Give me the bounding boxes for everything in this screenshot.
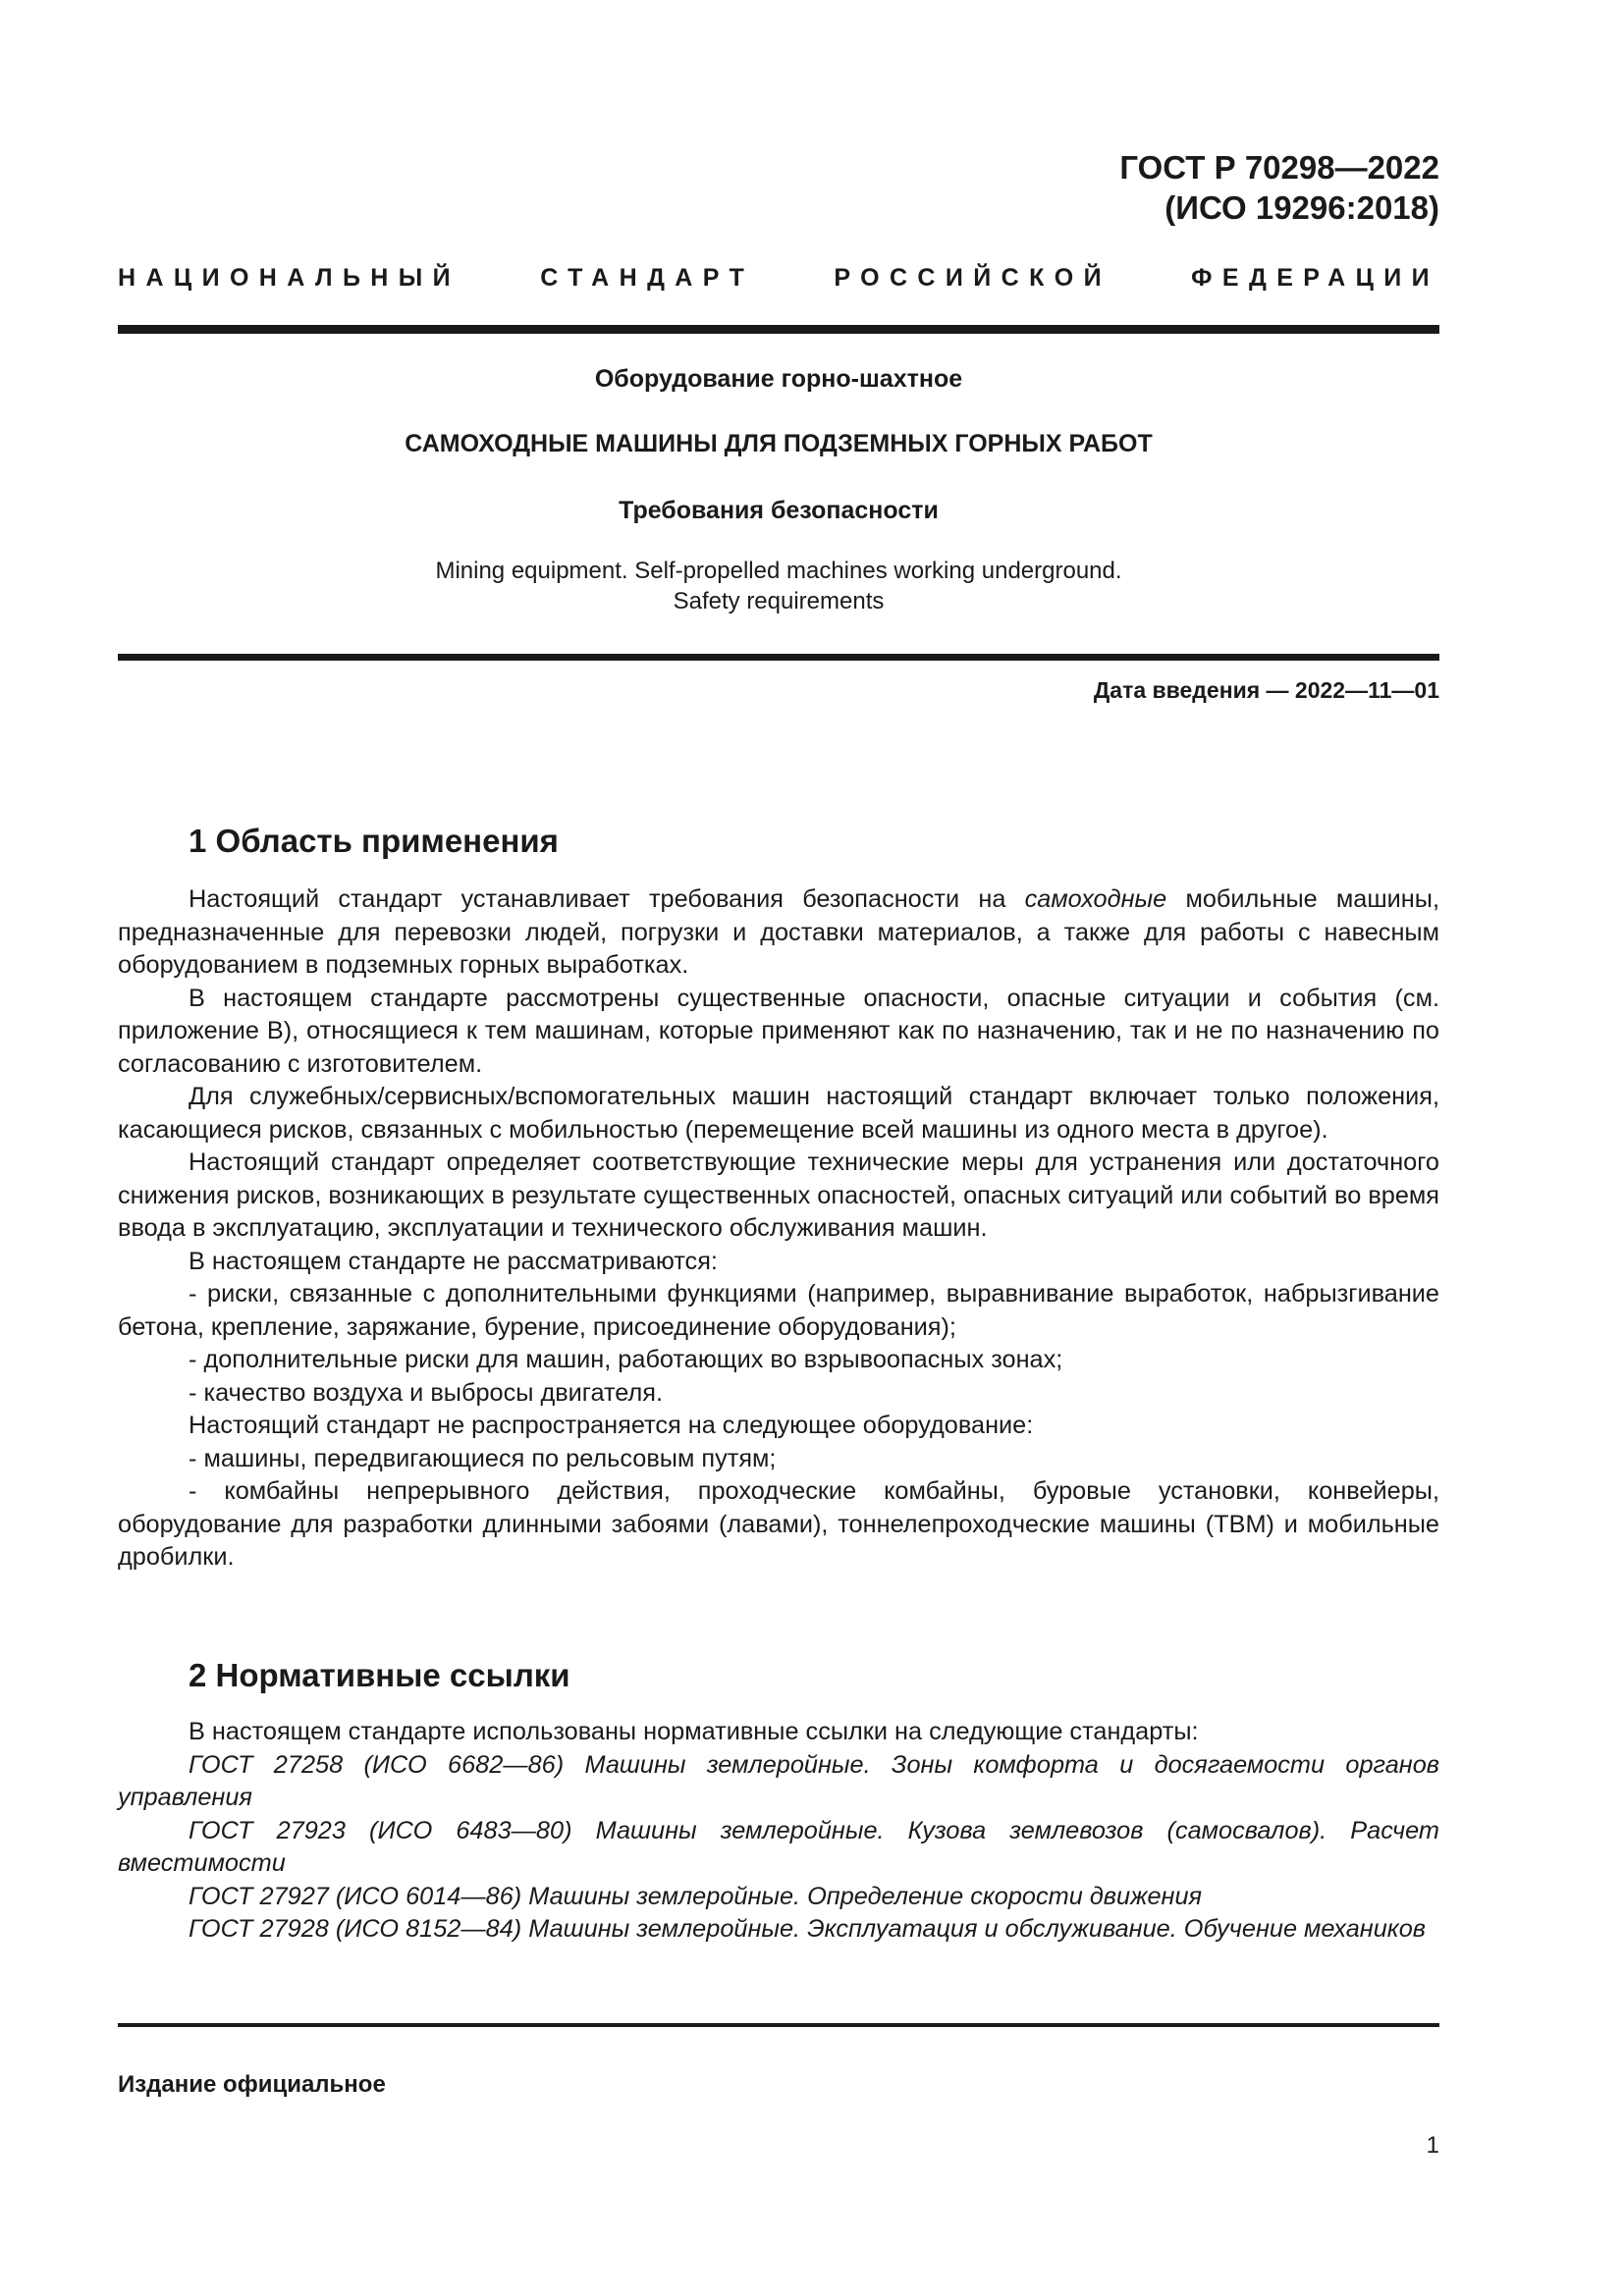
national-standard-title: НАЦИОНАЛЬНЫЙ СТАНДАРТ РОССИЙСКОЙ ФЕДЕРАЦИИ <box>118 264 1439 292</box>
sub-title: Требования безопасности <box>619 497 939 524</box>
main-title: САМОХОДНЫЕ МАШИНЫ ДЛЯ ПОДЗЕМНЫХ ГОРНЫХ РАБОТ <box>405 430 1153 457</box>
section-1-heading: 1 Область применения <box>189 823 559 859</box>
english-title <box>118 556 1439 616</box>
list-item: - качество воздуха и выбросы двигателя. <box>189 1378 663 1407</box>
document-page <box>118 0 1439 2296</box>
list-item: - комбайны непрерывного действия, проходческие комбайны, буровые установки, конвейеры, оборудование для разработки длинными забоями (лавами), тоннелепроходческие машины (ТВМ) и мобильные дробилки. <box>118 1477 1439 1571</box>
list-item: - дополнительные риски для машин, работающих во взрывоопасных зонах; <box>189 1346 1063 1373</box>
section-1-paragraph-2: В настоящем стандарте рассмотрены существенные опасности, опасные ситуации и события (см. приложение В), относящиеся к тем машинам, которые применяют как по назначению, так и не по назначению по согласованию с изготовителем. <box>118 984 1439 1078</box>
section-1-paragraph-5: В настоящем стандарте не рассматриваются: <box>189 1247 718 1275</box>
title-divider <box>118 654 1439 661</box>
section-2-heading: 2 Нормативные ссылки <box>189 1657 570 1693</box>
official-edition-label: Издание официальное <box>118 2071 386 2098</box>
reference-item: ГОСТ 27258 (ИСО 6682—86) Машины землеройные. Зоны комфорта и досягаемости органов управления <box>118 1750 1439 1811</box>
iso-number: (ИСО 19296:2018) <box>1164 189 1439 226</box>
section-1-paragraph-6: Настоящий стандарт не распространяется на следующее оборудование: <box>189 1412 1034 1439</box>
standard-number-block <box>1119 147 1439 228</box>
section-1-paragraph-1: Настоящий стандарт устанавливает требования безопасности на самоходные мобильные машины, предназначенные для перевозки людей, погрузки и доставки материалов, а также для работы с навесным оборудованием в подземных горных выработках. <box>118 885 1439 979</box>
english-title-line-2: Safety requirements <box>673 588 885 614</box>
list-item: - машины, передвигающиеся по рельсовым путям; <box>189 1444 777 1472</box>
section-1-paragraph-3: Для служебных/сервисных/вспомогательных машин настоящий стандарт включает только положения, касающиеся рисков, связанных с мобильностью (перемещение всей машины из одного места в другое). <box>118 1083 1439 1144</box>
section-1-body <box>118 883 1439 1575</box>
header-divider <box>118 325 1439 334</box>
introduction-date: Дата введения — 2022—11—01 <box>1093 677 1439 703</box>
equipment-group-title: Оборудование горно-шахтное <box>594 365 963 393</box>
list-item: - риски, связанные с дополнительными функциями (например, выравнивание выработок, набрызгивание бетона, крепление, заряжание, бурение, присоединение оборудования); <box>118 1280 1439 1341</box>
section-1-paragraph-4: Настоящий стандарт определяет соответствующие технические меры для устранения или достаточного снижения рисков, возникающих в результате существенных опасностей, опасных ситуаций или событий во время ввода в эксплуатацию, эксплуатации и технического обслуживания машин. <box>118 1148 1439 1242</box>
reference-item: ГОСТ 27928 (ИСО 8152—84) Машины землеройные. Эксплуатация и обслуживание. Обучение механиков <box>189 1915 1426 1943</box>
english-title-line-1: Mining equipment. Self-propelled machines working underground. <box>435 558 1122 584</box>
reference-item: ГОСТ 27927 (ИСО 6014—86) Машины землеройные. Определение скорости движения <box>189 1882 1203 1910</box>
section-2-intro: В настоящем стандарте использованы нормативные ссылки на следующие стандарты: <box>189 1718 1199 1745</box>
section-2-body <box>118 1716 1439 1947</box>
page-number: 1 <box>1426 2132 1439 2159</box>
standard-number: ГОСТ Р 70298—2022 <box>1119 149 1439 186</box>
reference-item: ГОСТ 27923 (ИСО 6483—80) Машины землеройные. Кузова землевозов (самосвалов). Расчет вместимости <box>118 1816 1439 1877</box>
footer-divider <box>118 2023 1439 2027</box>
